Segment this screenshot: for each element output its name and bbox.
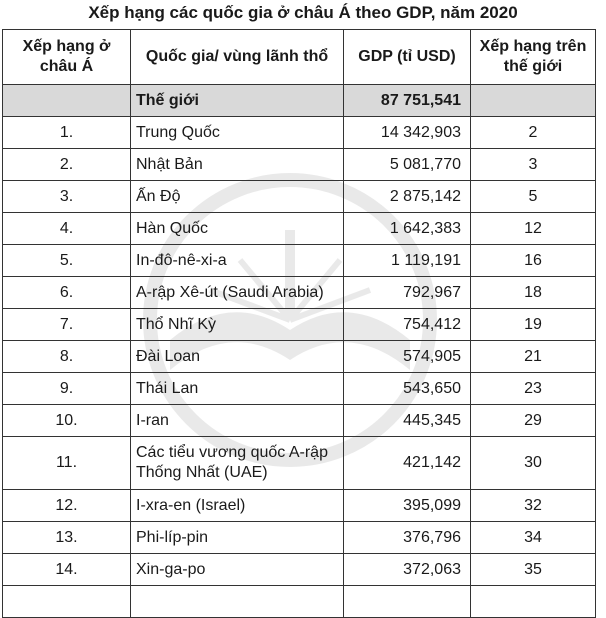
gdp-cell: 421,142 [344,437,471,490]
world-rank-cell: 18 [471,277,596,309]
empty-cell [344,586,471,618]
table-row-cut-off [3,586,596,618]
world-rank-cell: 3 [471,149,596,181]
country-cell: Nhật Bản [131,149,344,181]
table-row [3,373,596,405]
table-row [3,405,596,437]
country-cell: Xin-ga-po [131,554,344,586]
gdp-cell: 574,905 [344,341,471,373]
world-rank-cell [3,85,131,117]
table-title: Xếp hạng các quốc gia ở châu Á theo GDP, năm 2020 [88,3,518,22]
country-cell: Hàn Quốc [131,213,344,245]
table-row [3,213,596,245]
gdp-cell: 376,796 [344,522,471,554]
world-rank-cell: 30 [471,437,596,490]
country-cell: Trung Quốc [131,117,344,149]
country-cell: A-rập Xê-út (Saudi Arabia) [131,277,344,309]
country-cell: Thái Lan [131,373,344,405]
rank-cell: 10. [3,405,131,437]
world-rank-cell: 23 [471,373,596,405]
country-cell: Ấn Độ [131,181,344,213]
table-row [3,309,596,341]
world-rank-cell: 34 [471,522,596,554]
rank-cell: 7. [3,309,131,341]
country-cell: Các tiểu vương quốc A-rập Thống Nhất (UAE) [131,437,344,490]
table-row [3,245,596,277]
rank-cell: 2. [3,149,131,181]
empty-cell [131,586,344,618]
gdp-cell: 2 875,142 [344,181,471,213]
world-rank-cell: 29 [471,405,596,437]
rank-cell: 14. [3,554,131,586]
world-row [3,85,596,117]
header-country: Quốc gia/ vùng lãnh thổ [131,30,344,85]
gdp-cell: 395,099 [344,490,471,522]
table-row [3,490,596,522]
table-row [3,277,596,309]
world-rank-cell: 21 [471,341,596,373]
gdp-cell: 5 081,770 [344,149,471,181]
empty-cell [471,586,596,618]
rank-cell: 5. [3,245,131,277]
table-row [3,437,596,490]
rank-cell: 9. [3,373,131,405]
gdp-cell: 372,063 [344,554,471,586]
gdp-ranking-table [2,29,596,618]
world-rank-cell: 19 [471,309,596,341]
header-gdp: GDP (tỉ USD) [344,30,471,85]
empty-cell [3,586,131,618]
world-label: Thế giới [131,85,344,117]
gdp-cell: 754,412 [344,309,471,341]
rank-cell: 1. [3,117,131,149]
rank-cell: 4. [3,213,131,245]
world-rank-cell: 2 [471,117,596,149]
rank-cell: 11. [3,437,131,490]
rank-cell: 12. [3,490,131,522]
gdp-cell: 792,967 [344,277,471,309]
world-rank-cell: 32 [471,490,596,522]
country-cell: Phi-líp-pin [131,522,344,554]
rank-cell: 3. [3,181,131,213]
rank-cell: 6. [3,277,131,309]
world-rank-cell: 16 [471,245,596,277]
country-cell: In-đô-nê-xi-a [131,245,344,277]
world-rank-world-cell [471,85,596,117]
table-row [3,117,596,149]
gdp-cell: 543,650 [344,373,471,405]
gdp-cell: 1 642,383 [344,213,471,245]
world-rank-cell: 5 [471,181,596,213]
world-rank-cell: 35 [471,554,596,586]
header-row [3,30,596,85]
rank-cell: 13. [3,522,131,554]
table-row [3,554,596,586]
gdp-cell: 1 119,191 [344,245,471,277]
header-rank-world: Xếp hạng trên thế giới [471,30,596,85]
table-row [3,149,596,181]
country-cell: I-ran [131,405,344,437]
rank-cell: 8. [3,341,131,373]
table-row [3,181,596,213]
gdp-cell: 14 342,903 [344,117,471,149]
header-rank-asia: Xếp hạng ở châu Á [3,30,131,85]
table-row [3,341,596,373]
world-rank-cell: 12 [471,213,596,245]
world-gdp: 87 751,541 [344,85,471,117]
gdp-cell: 445,345 [344,405,471,437]
country-cell: Thổ Nhĩ Kỳ [131,309,344,341]
country-cell: I-xra-en (Israel) [131,490,344,522]
country-cell: Đài Loan [131,341,344,373]
table-row [3,522,596,554]
